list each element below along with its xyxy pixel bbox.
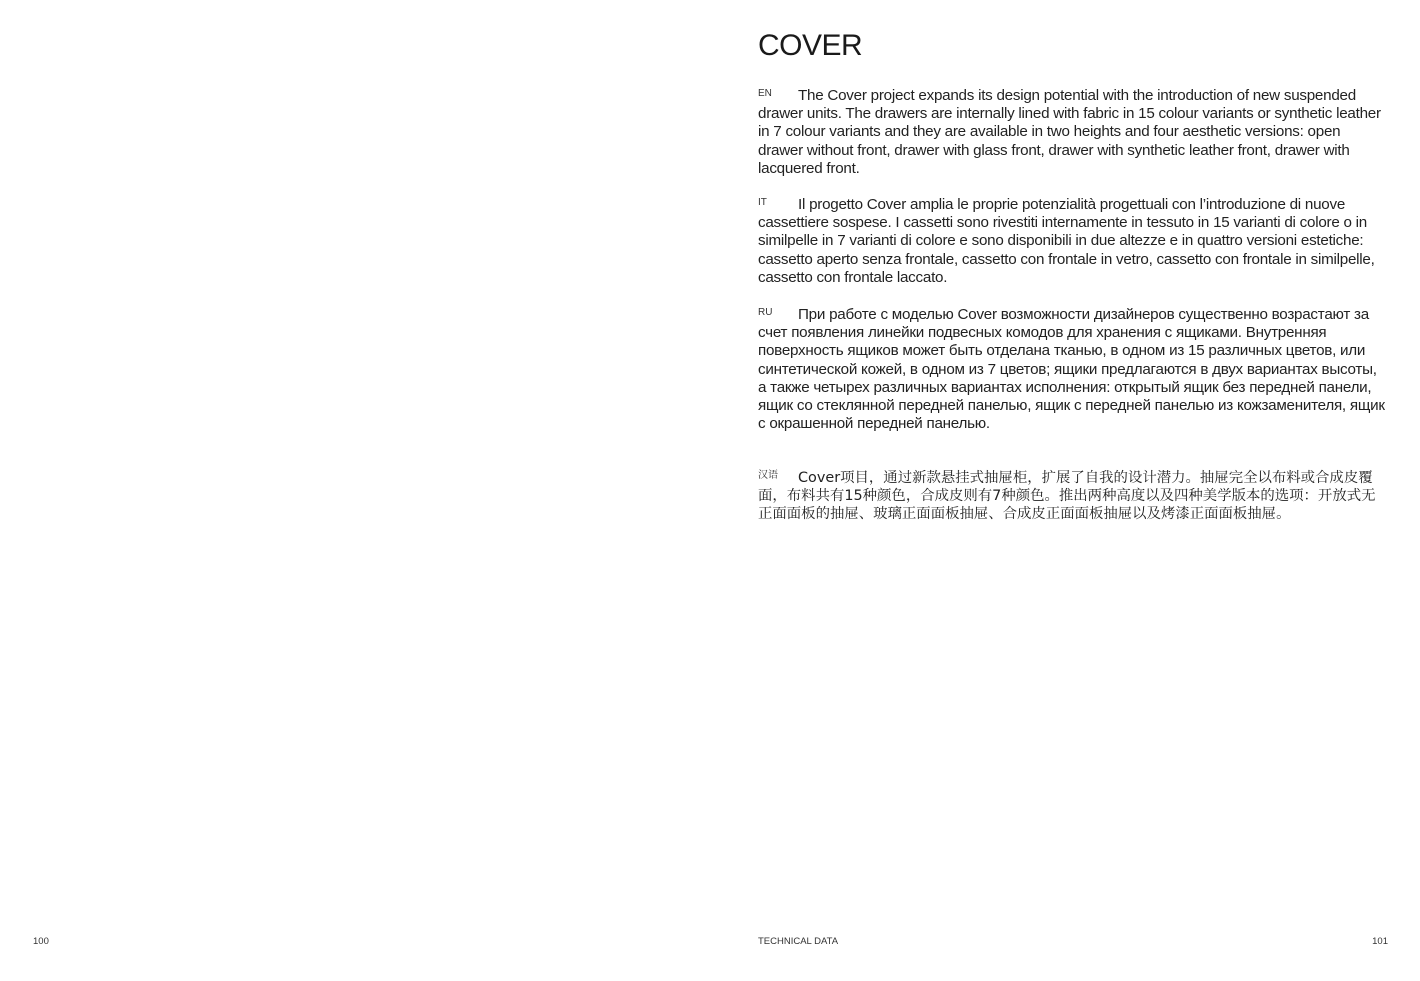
- footer-section-label: TECHNICAL DATA: [758, 936, 839, 947]
- right-page: [710, 0, 1420, 981]
- page-title: COVER: [758, 29, 863, 62]
- right-page-number: 101: [1372, 936, 1388, 947]
- description-en: [758, 87, 1388, 178]
- left-page-number: 100: [33, 936, 49, 947]
- description-ru: [758, 306, 1388, 433]
- description-zh: [758, 469, 1388, 524]
- language-tag-ru: RU: [758, 307, 773, 318]
- language-tag-en: EN: [758, 88, 772, 99]
- description-text-zh: Cover项目，通过新款悬挂式抽屉柜，扩展了自我的设计潜力。抽屉完全以布料或合成皮覆面，布料共有15种颜色，合成皮则有7种颜色。推出两种高度以及四种美学版本的选项：开放式无正面面板的抽屉、玻璃正面面板抽屉、合成皮正面面板抽屉以及烤漆正面面板抽屉。: [758, 470, 1376, 523]
- language-tag-zh: 汉语: [758, 470, 778, 481]
- description-text-en: The Cover project expands its design potential with the introduction of new suspended drawer units. The drawers are internally lined with fabric in 15 colour variants or synthetic leather in 7 colour variants and they are available in two heights and four aesthetic versions: open drawer without front, drawer with glass front, drawer with synthetic leather front, drawer with lacquered front.: [758, 87, 1381, 177]
- description-it: [758, 196, 1388, 287]
- description-text-ru: При работе с моделью Cover возможности дизайнеров существенно возрастают за счет появления линейки подвесных комодов для хранения с ящиками. Внутренняя поверхность ящиков может быть отделана тканью, в одном из 15 различных цветов, или синтетической кожей, в одном из 7 цветов; ящики предлагаются в двух вариантах высоты, а также четырех различных вариантах исполнения: открытый ящик без передней панели, ящик со стеклянной передней панелью, ящик с передней панелью из кожзаменителя, ящик с окрашенной передней панелью.: [758, 306, 1385, 433]
- description-text-it: Il progetto Cover amplia le proprie potenzialità progettuali con l’introduzione di nuove cassettiere sospese. I cassetti sono rivestiti internamente in tessuto in 15 varianti di colore o in similpelle in 7 varianti di colore e sono disponibili in due altezze e in quattro versioni estetiche: cassetto aperto senza frontale, cassetto con frontale in vetro, cassetto con frontale in similpelle, cassetto con frontale laccato.: [758, 196, 1375, 286]
- language-tag-it: IT: [758, 197, 767, 208]
